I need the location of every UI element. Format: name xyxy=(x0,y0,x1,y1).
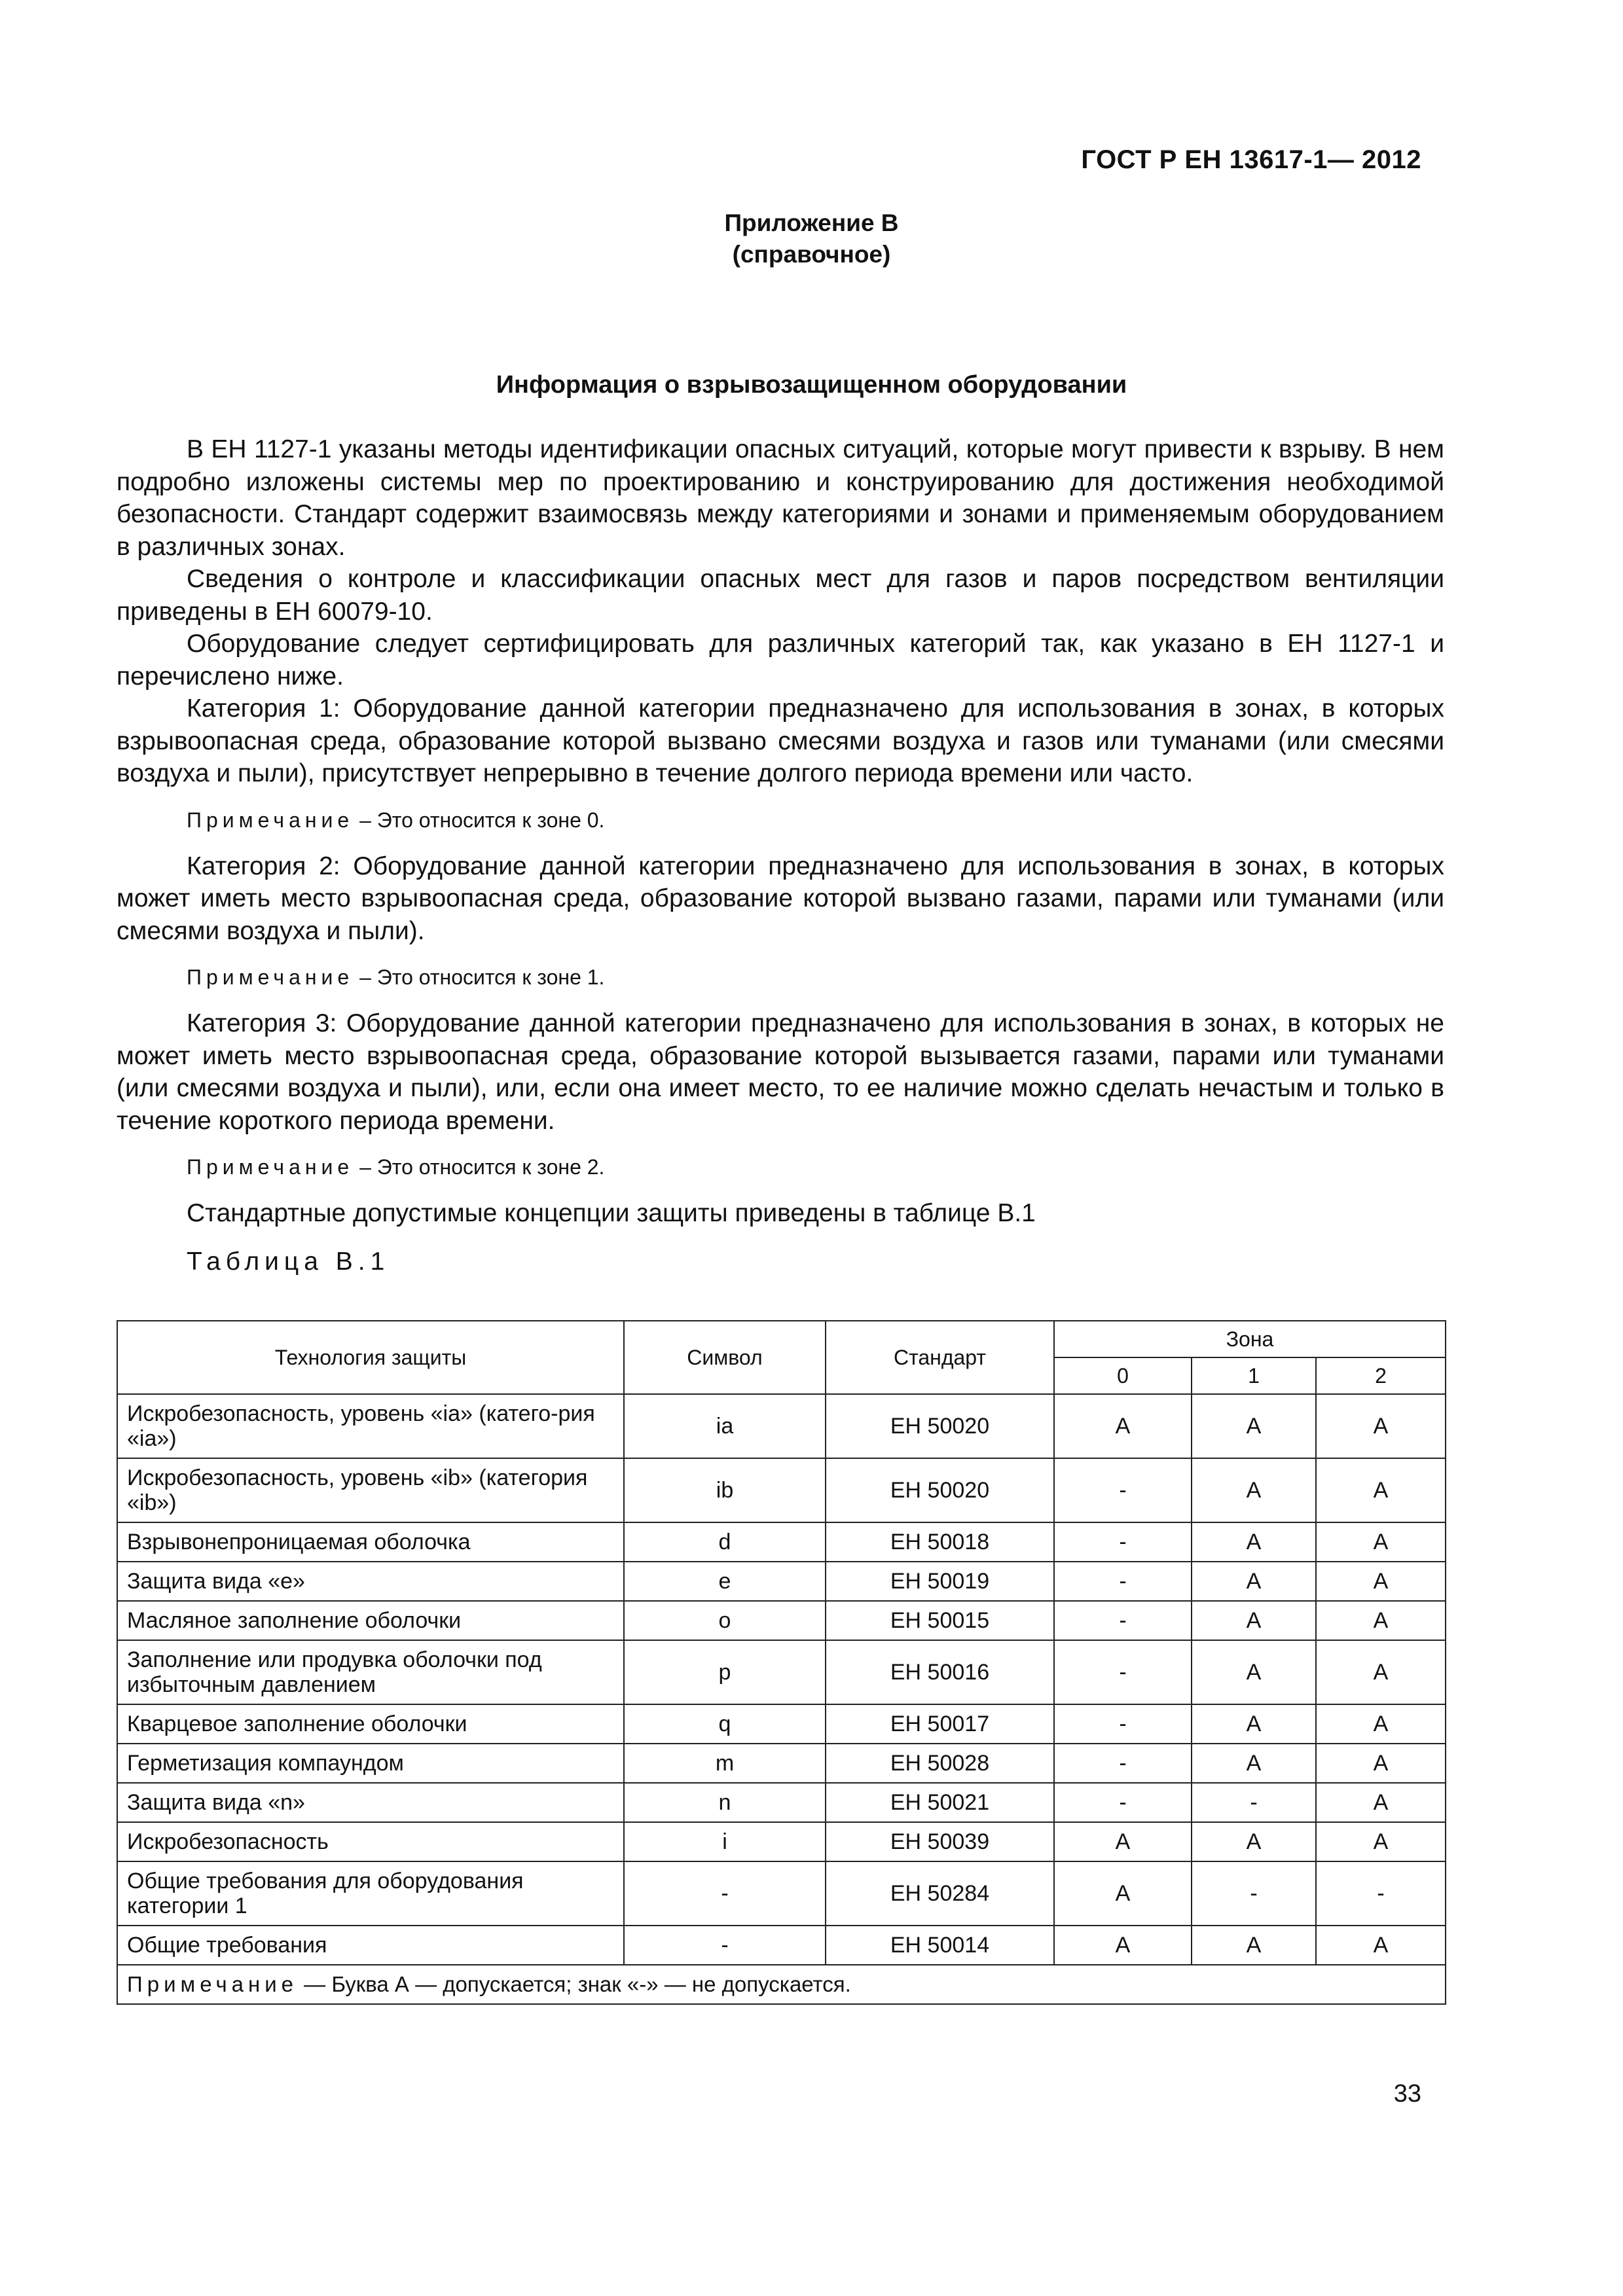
cell-symbol: ib xyxy=(624,1458,826,1522)
note-label: Примечание xyxy=(187,965,354,989)
cell-zone-2: А xyxy=(1316,1394,1446,1458)
cell-zone-0: А xyxy=(1054,1861,1192,1926)
cell-standard: ЕН 50017 xyxy=(826,1704,1054,1744)
table-row xyxy=(117,1601,1446,1640)
cell-zone-1: - xyxy=(1192,1861,1316,1926)
paragraph: Стандартные допустимые концепции защиты приведены в таблице В.1 xyxy=(187,1199,1036,1227)
cell-standard: ЕН 50016 xyxy=(826,1640,1054,1704)
cell-zone-0: - xyxy=(1054,1744,1192,1783)
note xyxy=(117,964,1444,990)
cell-technology: Масляное заполнение оболочки xyxy=(117,1601,624,1640)
note-label: Примечание xyxy=(187,1155,354,1179)
protection-table xyxy=(117,1320,1446,2005)
cell-zone-1: А xyxy=(1192,1640,1316,1704)
cell-zone-2: А xyxy=(1316,1783,1446,1822)
table-row xyxy=(117,1458,1446,1522)
footnote-text: — Буква А — допускается; знак «-» — не допускается. xyxy=(298,1972,851,1996)
table-footnote-row xyxy=(117,1965,1446,2004)
header-zone-1: 1 xyxy=(1192,1357,1316,1394)
cell-standard: ЕН 50020 xyxy=(826,1394,1054,1458)
cell-zone-2: А xyxy=(1316,1522,1446,1562)
annex-kind: (справочное) xyxy=(732,241,891,268)
header-zone-0: 0 xyxy=(1054,1357,1192,1394)
note-label: Примечание xyxy=(187,808,354,832)
cell-zone-2: А xyxy=(1316,1601,1446,1640)
cell-zone-0: - xyxy=(1054,1640,1192,1704)
note xyxy=(117,1154,1444,1180)
cell-zone-0: А xyxy=(1054,1926,1192,1965)
cell-zone-0: - xyxy=(1054,1704,1192,1744)
paragraph: Категория 2: Оборудование данной категории предназначено для использования в зонах, в которых может иметь место взрывоопасная среда, образование которой вызвано газами, парами или туманами (или смесями воздуха и пыли). xyxy=(117,852,1444,945)
table-row xyxy=(117,1926,1446,1965)
cell-zone-2: А xyxy=(1316,1926,1446,1965)
cell-symbol: - xyxy=(624,1926,826,1965)
cell-standard: ЕН 50284 xyxy=(826,1861,1054,1926)
table-caption: Таблица В.1 xyxy=(187,1247,390,1276)
paragraph: Оборудование следует сертифицировать для различных категорий так, как указано в ЕН 1127-1 и перечислено ниже. xyxy=(117,630,1444,691)
cell-zone-1: А xyxy=(1192,1601,1316,1640)
cell-zone-2: А xyxy=(1316,1704,1446,1744)
table-row xyxy=(117,1562,1446,1601)
cell-symbol: m xyxy=(624,1744,826,1783)
paragraph: В ЕН 1127-1 указаны методы идентификации опасных ситуаций, которые могут привести к взрыву. В нем подробно изложены системы мер по проектированию и конструированию для достижения необходимой безопасности. Стандарт содержит взаимосвязь между категориями и зонами и применяемым оборудованием в различных зонах. xyxy=(117,435,1444,561)
table-row xyxy=(117,1704,1446,1744)
cell-standard: ЕН 50039 xyxy=(826,1822,1054,1861)
cell-symbol: p xyxy=(624,1640,826,1704)
cell-technology: Защита вида «n» xyxy=(117,1783,624,1822)
section-heading: Информация о взрывозащищенном оборудовании xyxy=(496,371,1127,399)
cell-zone-1: А xyxy=(1192,1704,1316,1744)
cell-symbol: e xyxy=(624,1562,826,1601)
cell-technology: Искробезопасность, уровень «ib» (категория «ib») xyxy=(117,1458,624,1522)
cell-technology: Искробезопасность xyxy=(117,1822,624,1861)
cell-zone-1: А xyxy=(1192,1394,1316,1458)
paragraph: Категория 1: Оборудование данной категории предназначено для использования в зонах, в которых взрывоопасная среда, образование которой вызвано смесями воздуха и газов или туманами (или смесями воздуха и пыли), присутствует непрерывно в течение долгого периода времени или часто. xyxy=(117,694,1444,787)
note-text: – Это относится к зоне 2. xyxy=(354,1155,605,1179)
cell-zone-1: - xyxy=(1192,1783,1316,1822)
cell-zone-1: А xyxy=(1192,1822,1316,1861)
cell-zone-0: А xyxy=(1054,1822,1192,1861)
cell-zone-2: А xyxy=(1316,1458,1446,1522)
note xyxy=(117,807,1444,833)
paragraph: Категория 3: Оборудование данной категории предназначено для использования в зонах, в которых не может иметь место взрывоопасная среда, образование которой вызывается газами, парами или туманами (или смесями воздуха и пыли), или, если она имеет место, то ее наличие можно сделать нечастым и только в течение короткого периода времени. xyxy=(117,1009,1444,1135)
cell-symbol: - xyxy=(624,1861,826,1926)
cell-standard: ЕН 50015 xyxy=(826,1601,1054,1640)
cell-technology: Заполнение или продувка оболочки под избыточным давлением xyxy=(117,1640,624,1704)
annex-title: Приложение В xyxy=(724,209,899,236)
table-row xyxy=(117,1522,1446,1562)
cell-standard: ЕН 50028 xyxy=(826,1744,1054,1783)
cell-symbol: n xyxy=(624,1783,826,1822)
cell-technology: Взрывонепроницаемая оболочка xyxy=(117,1522,624,1562)
footnote-label: Примечание xyxy=(127,1972,299,1996)
standard-code: ГОСТ Р ЕН 13617-1— 2012 xyxy=(1081,145,1421,174)
cell-zone-0: - xyxy=(1054,1458,1192,1522)
cell-symbol: ia xyxy=(624,1394,826,1458)
header-symbol: Символ xyxy=(624,1321,826,1394)
cell-zone-1: А xyxy=(1192,1926,1316,1965)
cell-zone-0: - xyxy=(1054,1522,1192,1562)
cell-zone-2: А xyxy=(1316,1562,1446,1601)
cell-technology: Общие требования xyxy=(117,1926,624,1965)
body-text xyxy=(117,433,1444,1278)
header-technology: Технология защиты xyxy=(117,1321,624,1394)
cell-zone-0: - xyxy=(1054,1601,1192,1640)
cell-symbol: i xyxy=(624,1822,826,1861)
table-row xyxy=(117,1394,1446,1458)
page-number: 33 xyxy=(1393,2080,1421,2108)
cell-zone-1: А xyxy=(1192,1562,1316,1601)
cell-zone-0: А xyxy=(1054,1394,1192,1458)
cell-zone-2: А xyxy=(1316,1744,1446,1783)
cell-technology: Общие требования для оборудования категории 1 xyxy=(117,1861,624,1926)
cell-technology: Герметизация компаундом xyxy=(117,1744,624,1783)
table-row xyxy=(117,1744,1446,1783)
cell-standard: ЕН 50021 xyxy=(826,1783,1054,1822)
cell-technology: Искробезопасность, уровень «ia» (катего-рия «ia») xyxy=(117,1394,624,1458)
header-zone: Зона xyxy=(1054,1321,1446,1357)
header-zone-2: 2 xyxy=(1316,1357,1446,1394)
cell-standard: ЕН 50020 xyxy=(826,1458,1054,1522)
cell-zone-2: А xyxy=(1316,1640,1446,1704)
table-row xyxy=(117,1861,1446,1926)
table-row xyxy=(117,1783,1446,1822)
cell-zone-1: А xyxy=(1192,1522,1316,1562)
cell-symbol: q xyxy=(624,1704,826,1744)
cell-zone-1: А xyxy=(1192,1744,1316,1783)
cell-standard: ЕН 50014 xyxy=(826,1926,1054,1965)
cell-standard: ЕН 50018 xyxy=(826,1522,1054,1562)
cell-zone-1: А xyxy=(1192,1458,1316,1522)
cell-zone-0: - xyxy=(1054,1783,1192,1822)
paragraph: Сведения о контроле и классификации опасных мест для газов и паров посредством вентиляции приведены в ЕН 60079-10. xyxy=(117,565,1444,626)
header-standard: Стандарт xyxy=(826,1321,1054,1394)
note-text: – Это относится к зоне 0. xyxy=(354,808,605,832)
cell-zone-0: - xyxy=(1054,1562,1192,1601)
cell-standard: ЕН 50019 xyxy=(826,1562,1054,1601)
note-text: – Это относится к зоне 1. xyxy=(354,965,605,989)
cell-technology: Кварцевое заполнение оболочки xyxy=(117,1704,624,1744)
table-footnote xyxy=(117,1965,1446,2004)
table-row xyxy=(117,1822,1446,1861)
cell-zone-2: - xyxy=(1316,1861,1446,1926)
cell-symbol: o xyxy=(624,1601,826,1640)
cell-symbol: d xyxy=(624,1522,826,1562)
cell-zone-2: А xyxy=(1316,1822,1446,1861)
table-row xyxy=(117,1640,1446,1704)
cell-technology: Защита вида «е» xyxy=(117,1562,624,1601)
